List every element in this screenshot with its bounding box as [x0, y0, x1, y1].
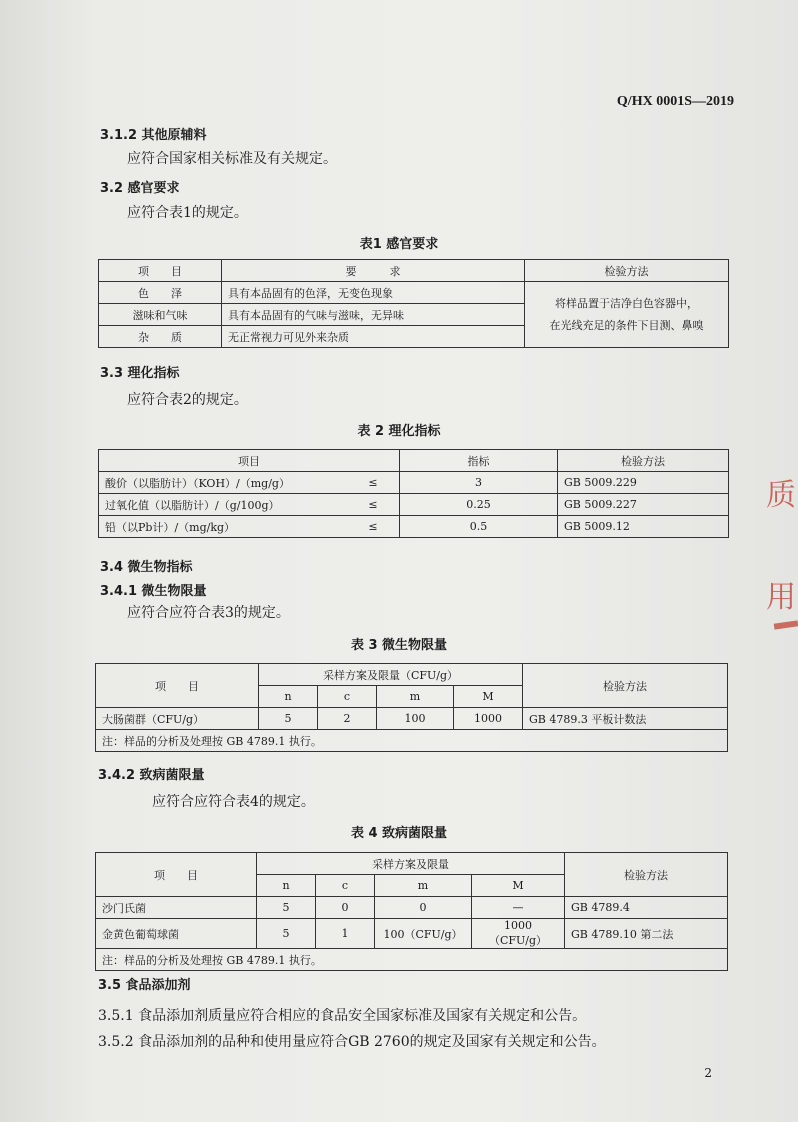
table-subheader-cell: c [318, 686, 377, 708]
table-cell-operator: ≤ [347, 494, 400, 516]
table-header-cell: 项 目 [96, 664, 259, 708]
table-header-cell: 指标 [400, 450, 558, 472]
table-cell: GB 5009.227 [558, 494, 729, 516]
table-cell: — [472, 897, 565, 919]
table-header-row [99, 450, 729, 472]
table-cell: 1000（CFU/g） [472, 919, 565, 949]
page-number: 2 [704, 1066, 712, 1080]
section-3-5-heading: 3.5 食品添加剂 [98, 978, 191, 993]
table-cell: 100（CFU/g） [375, 919, 472, 949]
section-3-4-1-text: 应符合应符合表3的规定。 [127, 605, 290, 621]
table-note-row [96, 730, 728, 752]
table-header-row [96, 664, 728, 686]
section-3-4-heading: 3.4 微生物指标 [100, 560, 193, 575]
table-cell: 1 [316, 919, 375, 949]
table-cell: 0.25 [400, 494, 558, 516]
table-header-cell: 要 求 [222, 260, 525, 282]
table-pathogen [95, 852, 728, 971]
table-cell: 具有本品固有的气味与滋味，无异味 [222, 304, 525, 326]
table-cell: GB 5009.12 [558, 516, 729, 538]
table-cell: 酸价（以脂肪计）（KOH）/（mg/g） [99, 472, 348, 494]
table-header-cell: 项 目 [96, 853, 257, 897]
table-header-row [96, 853, 728, 875]
section-3-3-heading: 3.3 理化指标 [100, 366, 180, 381]
table-cell: 0 [375, 897, 472, 919]
table4-caption: 表 4 致病菌限量 [350, 826, 448, 841]
table-cell: 无正常视力可见外来杂质 [222, 326, 525, 348]
table-cell: 色 泽 [99, 282, 222, 304]
table-cell: 沙门氏菌 [96, 897, 257, 919]
table-cell: 1000 [454, 708, 523, 730]
table-row [99, 282, 729, 304]
table-cell: 过氧化值（以脂肪计）/（g/100g） [99, 494, 348, 516]
table-cell: GB 4789.10 第二法 [565, 919, 728, 949]
table-header-row [99, 260, 729, 282]
table-cell-operator: ≤ [347, 472, 400, 494]
table-cell: GB 5009.229 [558, 472, 729, 494]
section-3-2-text: 应符合表1的规定。 [127, 205, 248, 221]
table-subheader-cell: m [375, 875, 472, 897]
table-cell: 铅（以Pb计）/（mg/kg） [99, 516, 348, 538]
section-3-4-2-heading: 3.4.2 致病菌限量 [98, 768, 205, 783]
table-cell-method [525, 282, 729, 348]
table-cell-operator: ≤ [347, 516, 400, 538]
stamp-edge-mark [774, 620, 798, 629]
table1-caption: 表1 感官要求 [359, 237, 439, 252]
table-subheader-cell: m [377, 686, 454, 708]
table3-caption: 表 3 微生物限量 [350, 638, 448, 653]
table-cell: 3 [400, 472, 558, 494]
table-cell: 0 [316, 897, 375, 919]
table-subheader-cell: M [472, 875, 565, 897]
document-code: Q/HX 0001S—2019 [616, 94, 734, 109]
table-physicochemical [98, 449, 729, 538]
table-cell: 5 [257, 897, 316, 919]
table-cell: 具有本品固有的色泽，无变色现象 [222, 282, 525, 304]
table-row [96, 708, 728, 730]
method-line: 将样品置于洁净白色容器中， [555, 296, 698, 310]
table-row [99, 494, 729, 516]
table-cell: 0.5 [400, 516, 558, 538]
section-3-3-text: 应符合表2的规定。 [127, 392, 248, 408]
table-row [96, 897, 728, 919]
table-cell: GB 4789.3 平板计数法 [523, 708, 728, 730]
table-header-cell: 项目 [99, 450, 400, 472]
section-3-4-2-text: 应符合应符合表4的规定。 [152, 794, 315, 810]
table-microbial [95, 663, 728, 752]
table-cell: 5 [257, 919, 316, 949]
table-note-row [96, 949, 728, 971]
table-cell: 5 [259, 708, 318, 730]
table-cell: GB 4789.4 [565, 897, 728, 919]
section-3-2-heading: 3.2 感官要求 [100, 181, 180, 196]
table-header-cell: 检验方法 [565, 853, 728, 897]
table-header-cell: 检验方法 [558, 450, 729, 472]
table-note: 注：样品的分析及处理按 GB 4789.1 执行。 [96, 949, 728, 971]
table-row [96, 919, 728, 949]
table-header-cell: 项 目 [99, 260, 222, 282]
table-subheader-cell: n [259, 686, 318, 708]
stamp-fragment-bottom: 用 [766, 581, 796, 614]
table-note: 注：样品的分析及处理按 GB 4789.1 执行。 [96, 730, 728, 752]
table-subheader-cell: n [257, 875, 316, 897]
table-cell: 大肠菌群（CFU/g） [96, 708, 259, 730]
table-sensory [98, 259, 729, 348]
table2-caption: 表 2 理化指标 [357, 424, 441, 439]
table-row [99, 516, 729, 538]
table-header-cell: 检验方法 [525, 260, 729, 282]
table-cell: 滋味和气味 [99, 304, 222, 326]
section-3-1-2-text: 应符合国家相关标准及有关规定。 [127, 151, 337, 167]
section-3-5-2-text: 3.5.2 食品添加剂的品种和使用量应符合GB 2760的规定及国家有关规定和公告。 [98, 1034, 606, 1050]
stamp-fragment-top: 质 [766, 479, 796, 512]
table-cell: 100 [377, 708, 454, 730]
table-cell: 杂 质 [99, 326, 222, 348]
table-subheader-cell: c [316, 875, 375, 897]
table-subheader-cell: M [454, 686, 523, 708]
table-row [99, 472, 729, 494]
section-3-5-1-text: 3.5.1 食品添加剂质量应符合相应的食品安全国家标准及国家有关规定和公告。 [98, 1008, 587, 1024]
table-header-cell: 采样方案及限量 [257, 853, 565, 875]
table-header-cell: 采样方案及限量（CFU/g） [259, 664, 523, 686]
table-cell: 金黄色葡萄球菌 [96, 919, 257, 949]
method-line: 在光线充足的条件下目测、鼻嗅 [549, 318, 704, 332]
section-3-1-2-heading: 3.1.2 其他原辅料 [100, 128, 207, 143]
section-3-4-1-heading: 3.4.1 微生物限量 [100, 584, 207, 599]
table-header-cell: 检验方法 [523, 664, 728, 708]
table-cell: 2 [318, 708, 377, 730]
